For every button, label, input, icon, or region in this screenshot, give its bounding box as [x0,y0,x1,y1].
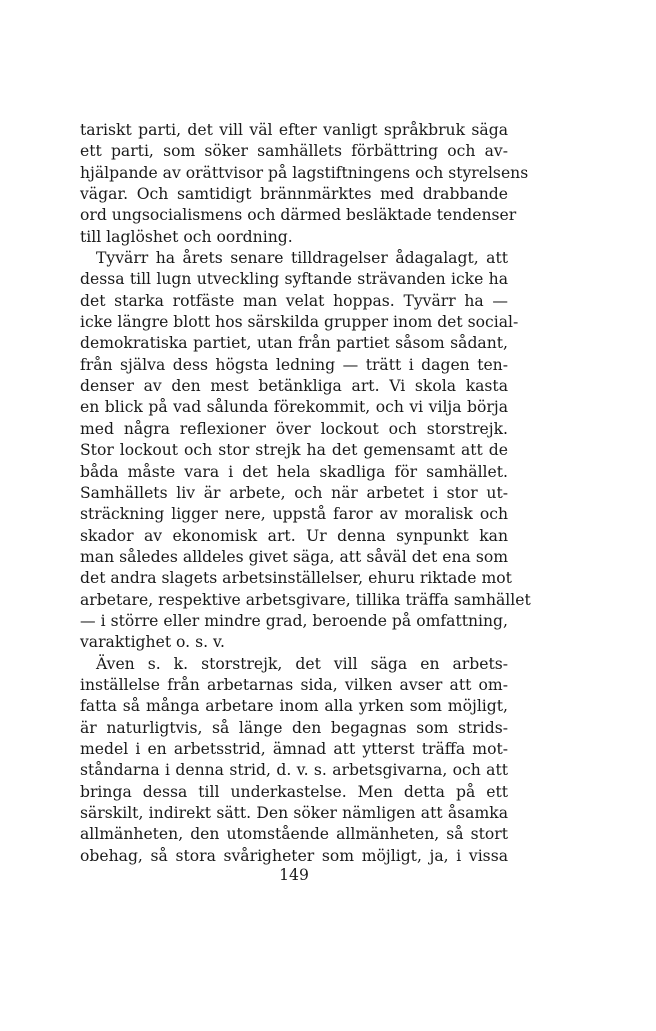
text-line: allmänheten, den utomstående allmänheten, så stort [80,825,508,844]
text-line: ståndarna i denna strid, d. v. s. arbetsgivarna, och att [80,761,508,780]
text-line: Samhällets liv är arbete, och när arbetet i stor ut- [80,483,508,502]
text-line: tariskt parti, det vill väl efter vanligt språkbruk säga [80,121,508,139]
text-line: skador av ekonomisk art. Ur denna synpunkt kan [80,526,508,545]
text-line: särskilt, indirekt sätt. Den söker nämligen att åsamka [80,804,508,822]
text-line: demokratiska partiet, utan från partiet såsom sådant, [80,334,508,353]
text-line: till laglöshet och oordning. [80,227,293,246]
text-line: varaktighet o. s. v. [80,633,225,652]
text-line: en blick på vad sålunda förekommit, och vi vilja börja [80,398,508,417]
text-line: Stor lockout och stor strejk ha det gemensamt att de [80,441,508,460]
text-line: man således alldeles givet säga, att såväl det ena som [80,547,508,566]
text-line: ett parti, som söker samhällets förbättring och av- [80,142,508,161]
text-line: med några reflexioner över lockout och storstrejk. [80,419,508,438]
text-line: är naturligtvis, så länge den begagnas som strids- [80,718,508,737]
text-line: inställelse från arbetarnas sida, vilken avser att om- [80,675,508,694]
page-number: 149 [279,866,309,884]
text-line: Även s. k. storstrejk, det vill säga en arbets- [96,654,508,673]
text-line: sträckning ligger nere, uppstå faror av moralisk och [80,505,508,524]
text-line: båda måste vara i det hela skadliga för samhället. [80,462,508,481]
text-line: hjälpande av orättvisor på lagstiftningens och styrelsens [80,163,529,182]
text-line: det andra slagets arbetsinställelser, ehuru riktade mot [80,569,512,588]
text-line: denser av den mest betänkliga art. Vi skola kasta [80,377,508,396]
text-line: vägar. Och samtidigt brännmärktes med drabbande [80,185,508,204]
text-line: ord ungsocialismens och därmed besläktade tendenser [80,206,517,225]
text-line: det starka rotfäste man velat hoppas. Tyvärr ha — [80,291,508,310]
text-line: dessa till lugn utveckling syftande strävanden icke ha [80,270,508,289]
body-text [80,120,531,867]
text-line: arbetare, respektive arbetsgivare, tillika träffa samhället [80,590,531,609]
text-line: från själva dess högsta ledning — trätt i dagen ten- [80,355,508,374]
text-line: bringa dessa till underkastelse. Men detta på ett [80,782,508,801]
text-line: icke längre blott hos särskilda grupper inom det social- [80,313,519,332]
text-line: fatta så många arbetare inom alla yrken som möjligt, [80,697,508,716]
text-line: Tyvärr ha årets senare tilldragelser ådagalagt, att [96,249,508,268]
text-line: — i större eller mindre grad, beroende på omfattning, [80,611,508,630]
text-line: obehag, så stora svårigheter som möjligt, ja, i vissa [80,846,508,865]
text-line: medel i en arbetsstrid, ämnad att ytterst träffa mot- [80,739,508,758]
